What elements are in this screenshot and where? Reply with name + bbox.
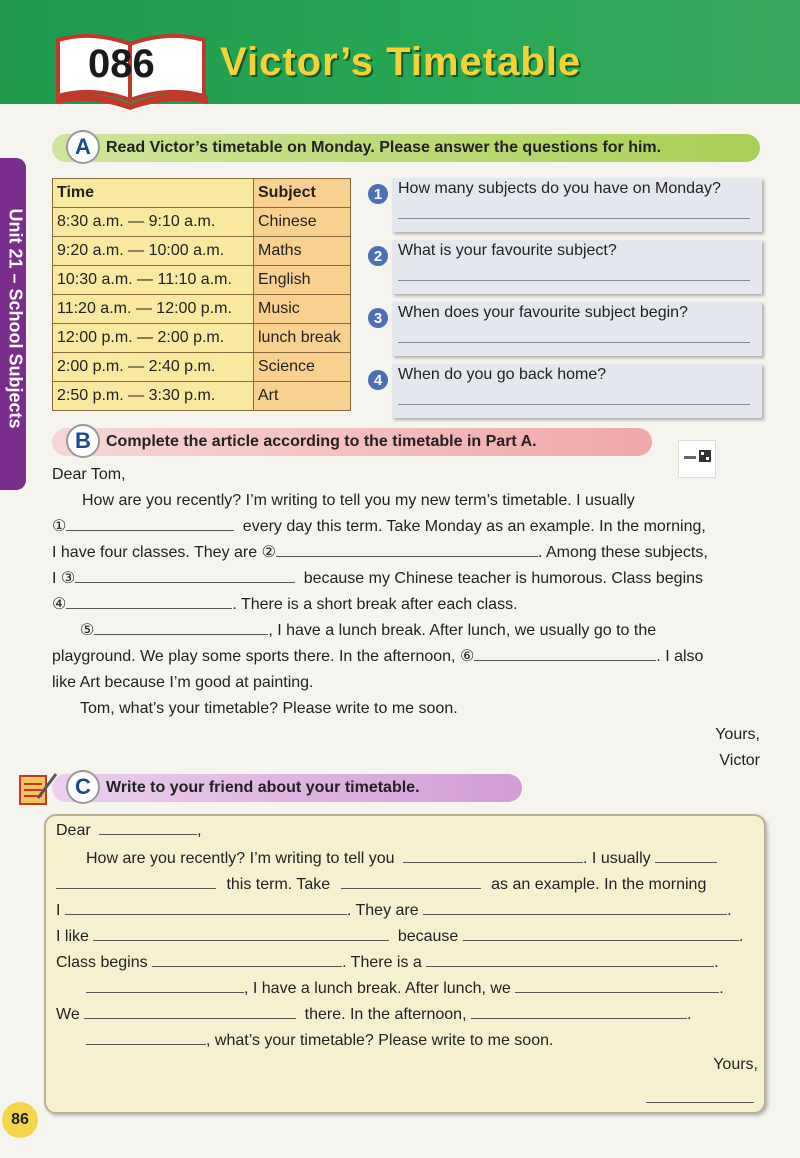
- write-blank[interactable]: [152, 952, 342, 967]
- page-number: 86: [2, 1102, 38, 1138]
- write-blank[interactable]: [515, 978, 719, 993]
- write-blank[interactable]: [471, 1004, 687, 1019]
- subject-cell: Maths: [254, 237, 351, 266]
- question-number: 3: [368, 308, 388, 328]
- blank-marker: ②: [261, 544, 276, 561]
- question-text: When do you go back home?: [398, 366, 607, 383]
- signature-row: [646, 1088, 754, 1108]
- signature: Victor: [719, 752, 760, 769]
- letter-text: , I have a lunch break. After lunch, we: [244, 980, 511, 997]
- article-text: every day this term. Take Monday as an example. In the morning,: [242, 518, 706, 535]
- table-row: [53, 353, 351, 382]
- write-blank[interactable]: [56, 874, 216, 889]
- subject-cell: Art: [254, 382, 351, 411]
- unit-side-tab: [0, 158, 26, 490]
- question-1: [368, 178, 762, 232]
- write-blank[interactable]: [463, 926, 739, 941]
- question-4: [368, 364, 762, 418]
- letter-row: [56, 874, 706, 894]
- question-text: How many subjects do you have on Monday?: [398, 180, 721, 197]
- article-line: [52, 540, 762, 566]
- write-blank[interactable]: [341, 874, 481, 889]
- question-text: When does your favourite subject begin?: [398, 304, 688, 321]
- write-blank[interactable]: [423, 900, 727, 915]
- article-line: [52, 514, 762, 540]
- blank-marker: ①: [52, 518, 67, 535]
- table-row: [53, 208, 351, 237]
- article-line: [52, 618, 762, 644]
- page-title: Victor’s Timetable: [220, 40, 582, 84]
- blank-marker: ⑥: [459, 648, 475, 665]
- subject-cell: English: [254, 266, 351, 295]
- article-text: . I also: [656, 648, 704, 665]
- subject-cell: Music: [254, 295, 351, 324]
- blank-marker: ③: [60, 570, 76, 587]
- answer-line[interactable]: [398, 342, 750, 343]
- table-row: [53, 324, 351, 353]
- letter-row: [86, 1030, 553, 1050]
- letter-text: We: [56, 1006, 80, 1023]
- write-blank[interactable]: [86, 1030, 206, 1045]
- part-b-header: [52, 428, 652, 456]
- letter-text: . They are: [346, 902, 419, 919]
- letter-text: there. In the afternoon,: [304, 1006, 467, 1023]
- write-blank[interactable]: [426, 952, 714, 967]
- letter-text: because: [397, 928, 459, 945]
- letter-text: . I usually: [583, 850, 651, 867]
- closing: Yours,: [713, 1056, 758, 1073]
- time-cell: 10:30 a.m. — 11:10 a.m.: [53, 266, 254, 295]
- letter-row: [56, 1004, 691, 1024]
- closing: Yours,: [715, 726, 760, 743]
- time-cell: 2:50 p.m. — 3:30 p.m.: [53, 382, 254, 411]
- table-row: [53, 382, 351, 411]
- blank-marker: ⑤: [80, 622, 95, 639]
- question-box: [392, 178, 762, 232]
- part-a-instruction: Read Victor’s timetable on Monday. Please answer the questions for him.: [106, 139, 662, 156]
- question-number: 2: [368, 246, 388, 266]
- letter-text: . There is a: [342, 954, 422, 971]
- blank-6[interactable]: [474, 646, 656, 661]
- letter-article: [52, 462, 762, 774]
- letter-row: [56, 926, 743, 946]
- part-c-instruction: Write to your friend about your timetable.: [106, 779, 420, 796]
- question-number: 4: [368, 370, 388, 390]
- article-text: I: [52, 570, 57, 587]
- letter-row: [56, 900, 732, 920]
- subject-cell: Science: [254, 353, 351, 382]
- question-box: [392, 302, 762, 356]
- letter-row: [56, 820, 202, 840]
- question-number: 1: [368, 184, 388, 204]
- article-text: How are you recently? I’m writing to tell you my new term’s timetable. I usually: [82, 492, 635, 509]
- name-blank[interactable]: [99, 820, 197, 835]
- part-b-letter: B: [66, 424, 100, 458]
- letter-text: .: [686, 1006, 692, 1023]
- question-box: [392, 364, 762, 418]
- greeting: Dear Tom,: [52, 466, 126, 483]
- letter-text: Dear: [56, 822, 91, 839]
- subject-cell: lunch break: [254, 324, 351, 353]
- letter-text: .: [727, 902, 732, 919]
- letter-text: Class begins: [56, 954, 148, 971]
- timetable: [52, 178, 351, 411]
- write-blank[interactable]: [84, 1004, 296, 1019]
- article-line: [52, 592, 762, 618]
- letter-row: [56, 952, 719, 972]
- letter-text: I: [56, 902, 61, 919]
- question-text: What is your favourite subject?: [398, 242, 617, 259]
- letter-text: I like: [56, 928, 89, 945]
- letter-text: How are you recently? I’m writing to tell you: [86, 850, 395, 867]
- write-blank[interactable]: [86, 978, 244, 993]
- table-header-row: [53, 179, 351, 208]
- table-row: [53, 266, 351, 295]
- blank-5[interactable]: [94, 620, 268, 635]
- question-3: [368, 302, 762, 356]
- lesson-number: 086: [88, 42, 155, 86]
- letter-text: , what’s your timetable? Please write to me soon.: [206, 1032, 554, 1049]
- answer-line[interactable]: [398, 218, 750, 219]
- letter-text: this term. Take: [226, 876, 331, 893]
- answer-line[interactable]: [398, 280, 750, 281]
- letter-row: [86, 848, 717, 868]
- time-cell: 12:00 p.m. — 2:00 p.m.: [53, 324, 254, 353]
- part-c-header: [52, 774, 522, 802]
- article-text: . There is a short break after each class.: [232, 596, 518, 613]
- article-text: playground. We play some sports there. In the afternoon,: [52, 648, 456, 665]
- question-2: [368, 240, 762, 294]
- column-header-time: Time: [53, 179, 254, 208]
- table-row: [53, 295, 351, 324]
- subject-cell: Chinese: [254, 208, 351, 237]
- article-text: because my Chinese teacher is humorous. Class begins: [303, 570, 704, 587]
- article-line: Tom, what’s your timetable? Please write to me soon.: [80, 700, 458, 717]
- article-line: like Art because I’m good at painting.: [52, 674, 314, 691]
- article-text: I have four classes. They are: [52, 544, 258, 561]
- answer-line[interactable]: [398, 404, 750, 405]
- article-line: [52, 566, 762, 592]
- writing-area: [44, 814, 766, 1114]
- blank-1[interactable]: [66, 516, 234, 531]
- write-blank[interactable]: [655, 848, 717, 863]
- article-line: [52, 644, 762, 670]
- article-text: . Among these subjects,: [537, 544, 708, 561]
- time-cell: 2:00 p.m. — 2:40 p.m.: [53, 353, 254, 382]
- table-row: [53, 237, 351, 266]
- blank-4[interactable]: [66, 594, 232, 609]
- signature-blank[interactable]: [646, 1088, 754, 1103]
- question-box: [392, 240, 762, 294]
- article-text: , I have a lunch break. After lunch, we usually go to the: [268, 622, 657, 639]
- blank-3[interactable]: [75, 568, 295, 583]
- part-a-header: [52, 134, 760, 162]
- write-blank[interactable]: [93, 926, 389, 941]
- article-line: [52, 488, 762, 514]
- letter-text: .: [714, 954, 719, 971]
- part-a-letter: A: [66, 130, 100, 164]
- blank-2[interactable]: [276, 542, 538, 557]
- part-b-instruction: Complete the article according to the timetable in Part A.: [106, 433, 537, 450]
- letter-text: ,: [197, 822, 202, 839]
- letter-text: .: [738, 928, 744, 945]
- unit-label: Unit 21 – School Subjects: [5, 208, 26, 429]
- write-blank[interactable]: [403, 848, 583, 863]
- blank-marker: ④: [52, 596, 67, 613]
- write-blank[interactable]: [65, 900, 347, 915]
- letter-text: as an example. In the morning: [491, 876, 707, 893]
- time-cell: 9:20 a.m. — 10:00 a.m.: [53, 237, 254, 266]
- time-cell: 11:20 a.m. — 12:00 p.m.: [53, 295, 254, 324]
- column-header-subject: Subject: [254, 179, 351, 208]
- time-cell: 8:30 a.m. — 9:10 a.m.: [53, 208, 254, 237]
- letter-row: [86, 978, 724, 998]
- part-c-letter: C: [66, 770, 100, 804]
- letter-text: .: [719, 980, 724, 997]
